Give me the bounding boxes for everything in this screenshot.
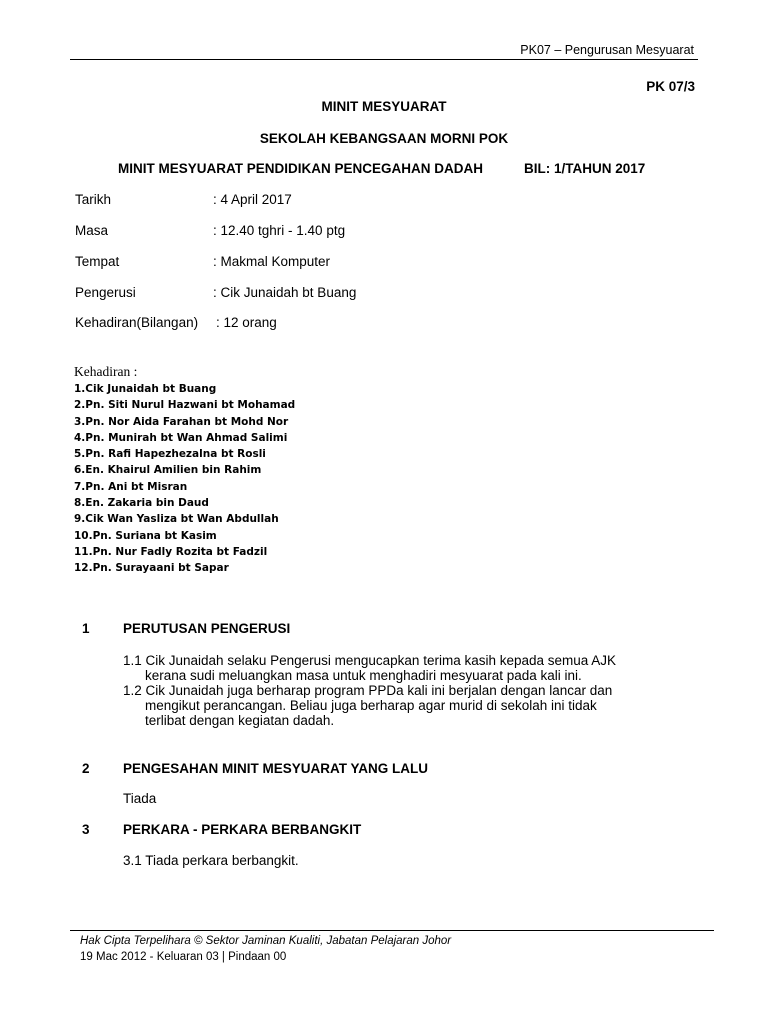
document-reference: PK07 – Pengurusan Mesyuarat [520, 43, 694, 57]
info-value-masa: : 12.40 tghri - 1.40 ptg [213, 223, 346, 238]
section-1-title: PERUTUSAN PENGERUSI [123, 621, 291, 636]
info-label-tempat: Tempat [75, 254, 120, 269]
title-minit: MINIT MESYUARAT [321, 99, 447, 114]
para-1-2-line-1: 1.2 Cik Junaidah juga berharap program PPDa kali ini berjalan dengan lancar dan [123, 683, 613, 698]
attendee-item: 9.Cik Wan Yasliza bt Wan Abdullah [74, 513, 279, 526]
section-3-number: 3 [82, 822, 90, 837]
attendee-item: 8.En. Zakaria bin Daud [74, 497, 209, 510]
footer-copyright: Hak Cipta Terpelihara © Sektor Jaminan Kualiti, Jabatan Pelajaran Johor [80, 935, 452, 947]
section-3-title: PERKARA - PERKARA BERBANGKIT [123, 822, 362, 837]
attendee-item: 4.Pn. Munirah bt Wan Ahmad Salimi [74, 431, 288, 444]
info-value-tempat: : Makmal Komputer [213, 254, 331, 269]
info-label-tarikh: Tarikh [75, 192, 112, 207]
footer-divider [70, 930, 714, 931]
section-2-body: Tiada [123, 791, 157, 806]
attendee-item: 12.Pn. Surayaani bt Sapar [74, 562, 229, 575]
attendee-item: 5.Pn. Rafi Hapezhezalna bt Rosli [74, 448, 266, 461]
info-label-masa: Masa [75, 223, 109, 238]
title-bil: BIL: 1/TAHUN 2017 [524, 161, 646, 176]
section-2-title: PENGESAHAN MINIT MESYUARAT YANG LALU [123, 761, 429, 776]
title-school: SEKOLAH KEBANGSAAN MORNI POK [259, 131, 509, 146]
attendance-heading: Kehadiran : [74, 364, 138, 379]
header-divider [70, 59, 698, 60]
attendee-item: 10.Pn. Suriana bt Kasim [74, 529, 217, 542]
attendee-item: 7.Pn. Ani bt Misran [74, 480, 188, 493]
para-1-1-line-2: kerana sudi meluangkan masa untuk menghadiri mesyuarat pada kali ini. [145, 668, 582, 683]
section-1-number: 1 [82, 621, 90, 636]
attendee-item: 1.Cik Junaidah bt Buang [74, 383, 217, 395]
info-value-kehadiran: : 12 orang [216, 315, 277, 330]
footer-version: 19 Mac 2012 - Keluaran 03 | Pindaan 00 [80, 951, 287, 963]
attendee-item: 2.Pn. Siti Nurul Hazwani bt Mohamad [74, 399, 296, 412]
attendee-item: 6.En. Khairul Amilien bin Rahim [74, 464, 262, 477]
section-1-paragraph [123, 653, 616, 728]
info-value-tarikh: : 4 April 2017 [213, 192, 292, 207]
para-1-2-line-2: mengikut perancangan. Beliau juga berharap agar murid di sekolah ini tidak [145, 698, 597, 713]
attendance-list [74, 381, 295, 577]
section-2-number: 2 [82, 761, 90, 776]
attendee-item: 11.Pn. Nur Fadly Rozita bt Fadzil [74, 545, 268, 558]
form-code: PK 07/3 [646, 79, 695, 94]
attendee-item: 3.Pn. Nor Aida Farahan bt Mohd Nor [74, 415, 289, 428]
para-1-1-line-1: 1.1 Cik Junaidah selaku Pengerusi mengucapkan terima kasih kepada semua AJK [123, 653, 617, 668]
info-label-kehadiran: Kehadiran(Bilangan) [75, 315, 199, 330]
info-value-pengerusi: : Cik Junaidah bt Buang [213, 285, 357, 300]
section-3-body: 3.1 Tiada perkara berbangkit. [123, 853, 299, 868]
title-meeting: MINIT MESYUARAT PENDIDIKAN PENCEGAHAN DADAH [118, 161, 484, 176]
para-1-2-line-3: terlibat dengan kegiatan dadah. [145, 713, 335, 728]
info-label-pengerusi: Pengerusi [75, 285, 136, 300]
